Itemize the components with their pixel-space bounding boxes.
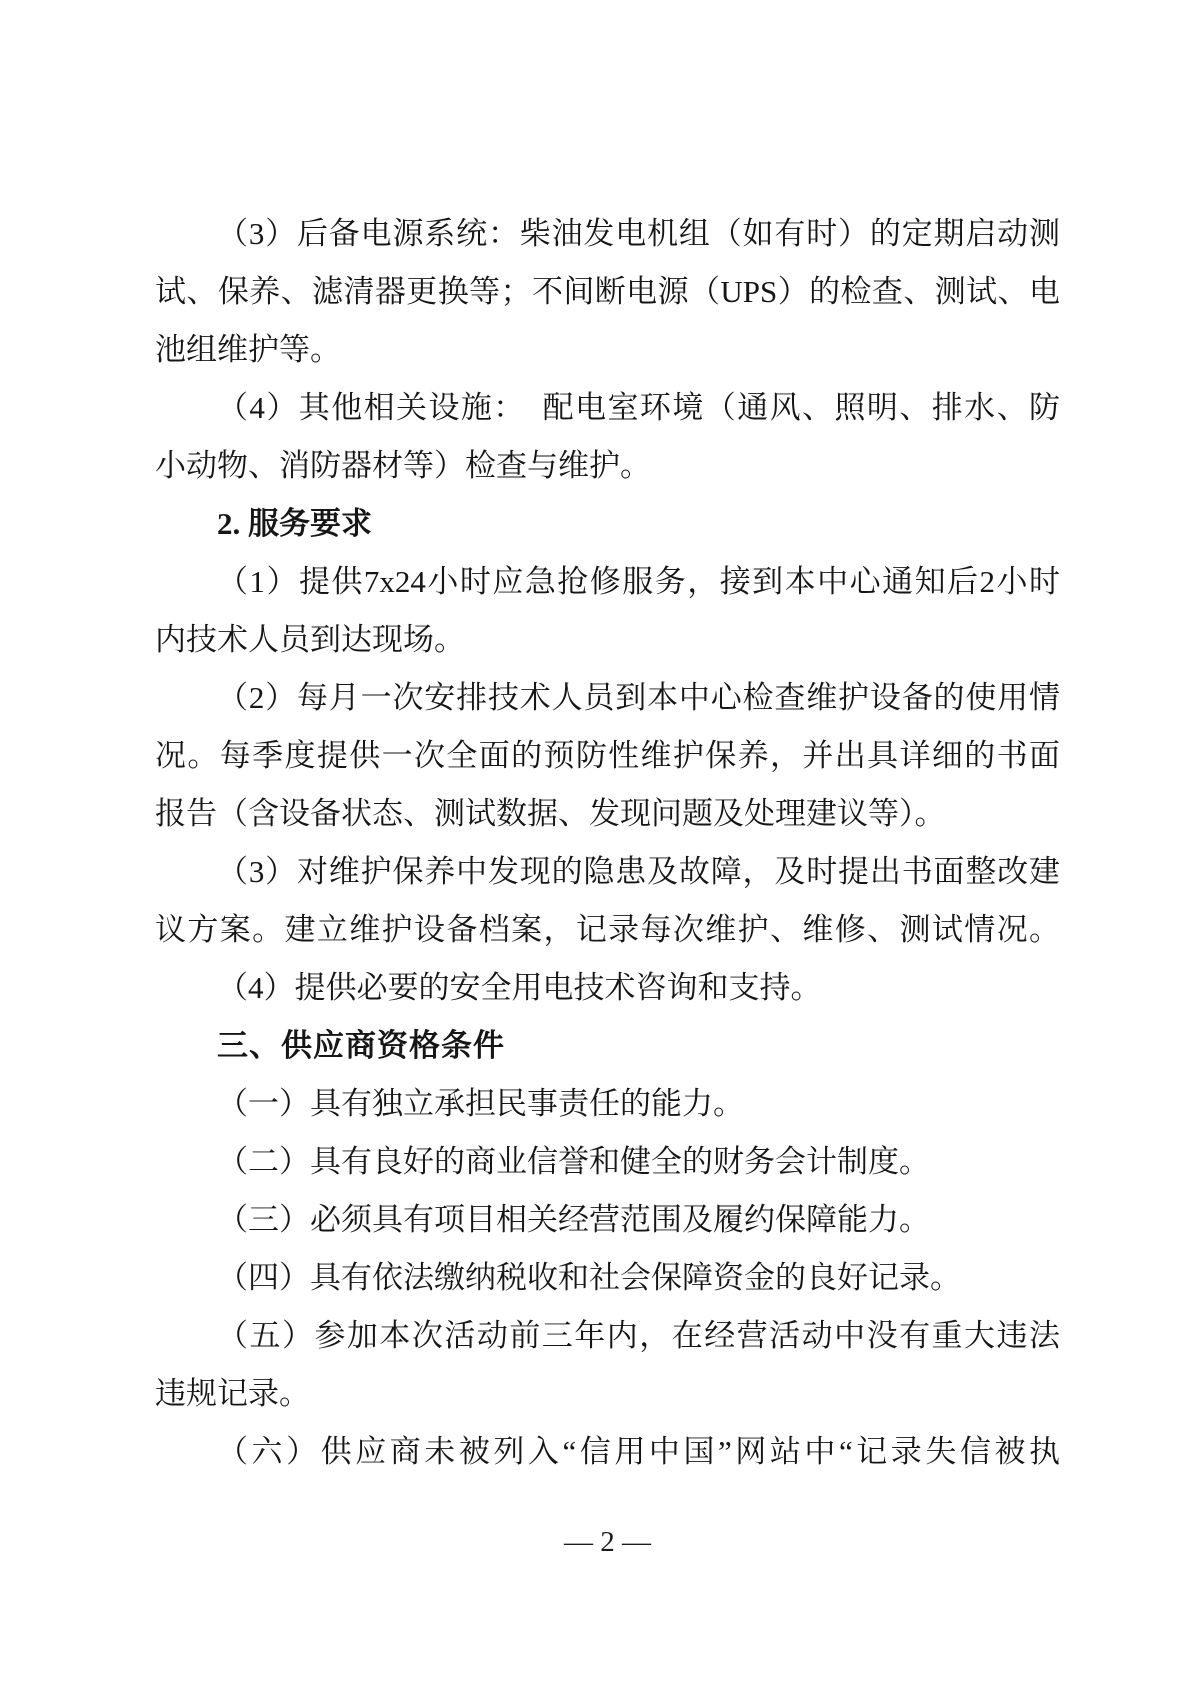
text-line: （二）具有良好的商业信誉和健全的财务会计制度。 [217,1144,930,1179]
text-line: 三、供应商资格条件 [217,1028,505,1063]
document-body [155,205,1060,1481]
text-line: （三）必须具有项目相关经营范围及履约保障能力。 [217,1202,930,1237]
paragraph [155,1075,1060,1133]
text-line: （1）提供7x24小时应急抢修服务，接到本中心通知后2小时 [217,564,1060,599]
text-line: 况。每季度提供一次全面的预防性维护保养，并出具详细的书面 [155,738,1060,773]
text-line: 内技术人员到达现场。 [155,622,465,657]
text-line: 违规记录。 [155,1376,310,1411]
paragraph [155,553,1060,669]
text-line: （六）供应商未被列入“信用中国”网站中“记录失信被执 [217,1434,1060,1469]
paragraph [155,1249,1060,1307]
paragraph [155,669,1060,843]
text-line: 报告（含设备状态、测试数据、发现问题及处理建议等）。 [155,796,946,831]
text-line: （4）提供必要的安全用电技术咨询和支持。 [217,970,822,1005]
text-line: 2. 服务要求 [217,506,372,541]
page-footer [155,1513,1060,1571]
paragraph [155,205,1060,379]
page-number: — 2 — [564,1526,651,1558]
text-line: 试、保养、滤清器更换等；不间断电源（UPS）的检查、测试、电 [155,274,1060,309]
text-line: （4）其他相关设施： 配电室环境（通风、照明、排水、防 [217,390,1060,425]
paragraph [155,379,1060,495]
paragraph [155,843,1060,959]
paragraph [155,959,1060,1017]
text-line: 池组维护等。 [155,332,341,367]
paragraph [155,1307,1060,1423]
text-line: 议方案。建立维护设备档案，记录每次维护、维修、测试情况。 [155,912,1060,947]
text-line: （五）参加本次活动前三年内，在经营活动中没有重大违法 [217,1318,1060,1353]
text-line: （2）每月一次安排技术人员到本中心检查维护设备的使用情 [217,680,1060,715]
paragraph [155,1191,1060,1249]
text-line: （一）具有独立承担民事责任的能力。 [217,1086,744,1121]
text-line: （3）对维护保养中发现的隐患及故障，及时提出书面整改建 [217,854,1060,889]
paragraph [155,1133,1060,1191]
section-heading [155,495,1060,553]
section-heading [155,1017,1060,1075]
text-line: （四）具有依法缴纳税收和社会保障资金的良好记录。 [217,1260,961,1295]
text-line: （3）后备电源系统：柴油发电机组（如有时）的定期启动测 [217,216,1060,251]
paragraph [155,1423,1060,1481]
text-line: 小动物、消防器材等）检查与维护。 [155,448,651,483]
